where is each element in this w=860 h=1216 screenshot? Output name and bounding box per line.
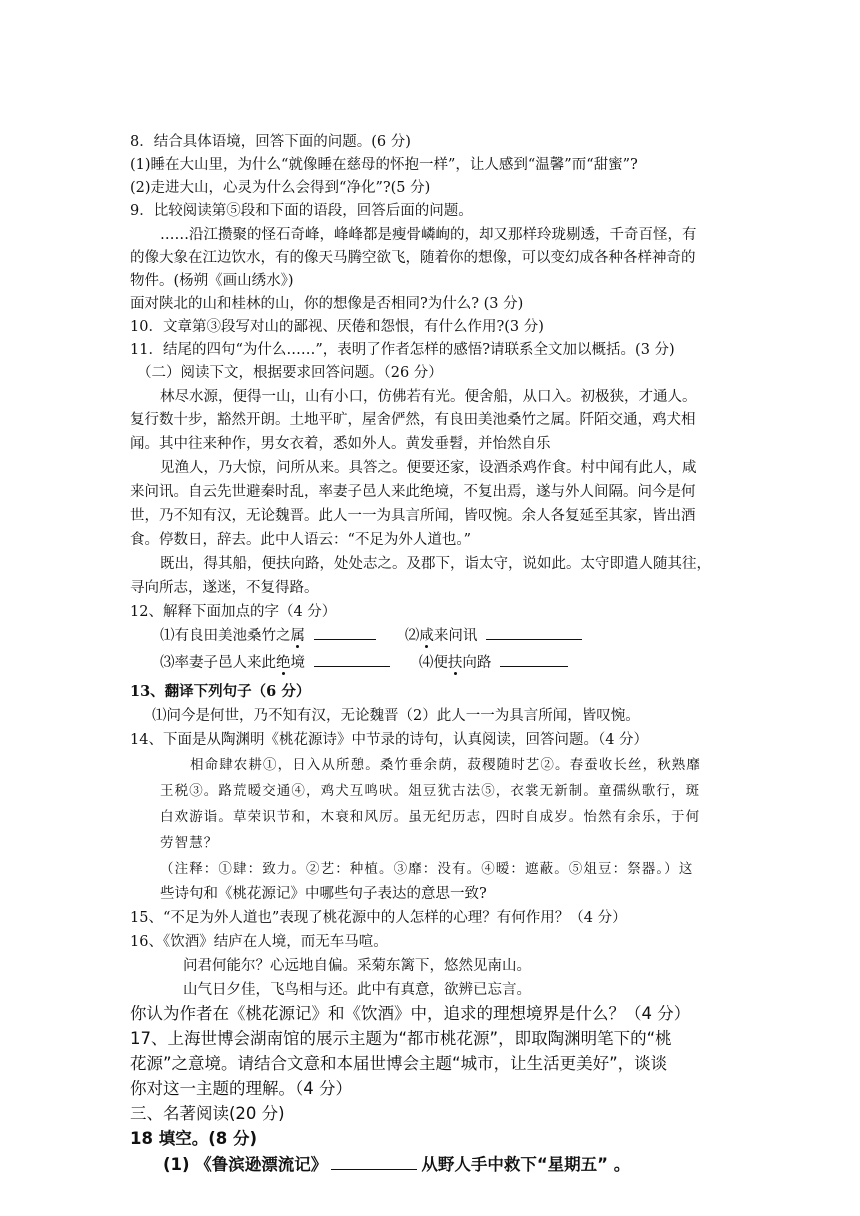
poem-line: 劳智慧？ (160, 835, 219, 851)
question-17: 17、上海世博会湖南馆的展示主题为“都市桃花源”，即取陶渊明笔下的“桃 (130, 1029, 672, 1048)
question-8-part-1: (1)睡在大山里，为什么“就像睡在慈母的怀抱一样”，让人感到“温馨”而“甜蜜”? (130, 157, 638, 173)
answer-blank[interactable] (331, 1153, 417, 1170)
passage-line: 的像大象在江边饮水，有的像天马腾空欲飞，随着你的想像，可以变幻成各种各样神奇的 (130, 250, 696, 266)
question-13: 13、翻译下列句子（6 分） (130, 683, 311, 700)
passage-line: 见渔人，乃大惊，问所从来。具答之。便要还家，设酒杀鸡作食。村中闻有此人，咸 (160, 460, 697, 476)
item-4-text: ⑷便 (418, 655, 448, 671)
annotation-line: （注释：①肆：致力。②艺：种植。③靡：没有。④暧：遮蔽。⑤俎豆：祭器。）这 (160, 861, 694, 877)
annotation-line: 些诗句和《桃花源记》中哪些句子表达的意思一致? (160, 886, 487, 902)
passage-line: 复行数十步，豁然开朗。土地平旷，屋舍俨然，有良田美池桑竹之属。阡陌交通，鸡犬相 (130, 412, 696, 428)
poem-line: 白欢游诣。草荣识节和，木衰和风厉。虽无纪历志，四时自成岁。怡然有余乐，于何 (160, 809, 701, 825)
answer-blank[interactable] (314, 652, 390, 667)
passage-line: 世，乃不知有汉，无论魏晋。此人一一为具言所闻，皆叹惋。余人各复延至其家，皆出酒 (130, 508, 696, 524)
section-3-heading: 三、名著阅读(20 分) (130, 1104, 285, 1123)
question-8-part-2: (2)走进大山，心灵为什么会得到“净化”?(5 分) (130, 180, 431, 196)
poem-line: 相命肆农耕①，日入从所憩。桑竹垂余荫，菽稷随时艺②。春蚕收长丝，秋熟靡 (190, 757, 701, 773)
answer-blank[interactable] (314, 625, 376, 640)
question-13-sentences: ⑴问今是何世，乃不知有汉，无论魏晋（2）此人一一为具言所闻，皆叹惋。 (152, 708, 640, 724)
answer-blank[interactable] (500, 652, 568, 667)
passage-line: 物件。(杨朔《画山绣水》) (130, 273, 294, 289)
passage-line: 来问讯。自云先世避秦时乱，率妻子邑人来此绝境，不复出焉，遂与外人间隔。问今是何 (130, 484, 696, 500)
poem-line: 王税③。路荒暧交通④，鸡犬互鸣吠。俎豆犹古法⑤，衣裳无新制。童孺纵歌行，斑 (160, 783, 701, 799)
question-12: 12、解释下面加点的字（4 分） (130, 604, 337, 620)
question-18: 18 填空。(8 分) (130, 1129, 258, 1148)
item-2-text: ⑵ (404, 628, 420, 644)
item-1-text: ⑴有良田美池桑竹之 (160, 628, 291, 644)
question-12-row-1: ⑴有良田美池桑竹之属 ⑵咸来问讯 (160, 625, 586, 647)
dotted-char: 绝 (276, 655, 291, 671)
dotted-char: 属 (290, 628, 305, 644)
section-2-heading: （二）阅读下文，根据要求回答问题。（26 分） (137, 365, 443, 381)
passage-line: 食。停数日，辞去。此中人语云：“不足为外人道也。” (130, 532, 472, 548)
question-17: 你对这一主题的理解。（4 分） (130, 1079, 352, 1098)
passage-line: 寻向所志，遂迷，不复得路。 (130, 580, 319, 596)
question-9: 9．比较阅读第⑤段和下面的语段，回答后面的问题。 (130, 203, 473, 219)
question-16-prompt: 你认为作者在《桃花源记》和《饮酒》中，追求的理想境界是什么？（4 分） (130, 1004, 691, 1023)
question-18-item-1: (1) 《鲁滨逊漂流记》 从野人手中救下“星期五” 。 (163, 1155, 631, 1174)
passage-line: 林尽水源，便得一山，山有小口，仿佛若有光。便舍船，从口入。初极狭，才通人。 (160, 389, 697, 405)
question-10: 10．文章第③段写对山的鄙视、厌倦和怨恨，有什么作用?(3 分) (130, 319, 544, 335)
question-9-prompt: 面对陕北的山和桂林的山，你的想像是否相同?为什么? (3 分) (130, 296, 524, 312)
answer-blank[interactable] (486, 625, 582, 640)
poem-line: 山气日夕佳，飞鸟相与还。此中有真意，欲辨已忘言。 (183, 982, 531, 998)
question-14: 14、下面是从陶渊明《桃花源诗》中节录的诗句，认真阅读，回答问题。（4 分） (130, 732, 649, 748)
passage-line: 闻。其中往来种作，男女衣着，悉如外人。黄发垂髫，并怡然自乐 (130, 436, 551, 452)
question-17: 花源”之意境。请结合文意和本届世博会主题“城市，让生活更美好”，谈谈 (130, 1054, 668, 1073)
dotted-char: 咸 (419, 628, 434, 644)
dotted-char: 扶 (447, 655, 463, 671)
poem-line: 问君何能尔？心远地自偏。采菊东篱下，悠然见南山。 (183, 958, 531, 974)
question-8: 8．结合具体语境，回答下面的问题。(6 分) (130, 134, 411, 150)
question-16: 16、《饮酒》结庐在人境，而无车马喧。 (130, 934, 388, 950)
question-15: 15、“不足为外人道也”表现了桃花源中的人怎样的心理？有何作用？（4 分） (130, 910, 627, 926)
question-12-row-2: ⑶率妻子邑人来此绝境 ⑷便扶向路 (160, 652, 572, 674)
item-3-text: ⑶率妻子邑人来此 (160, 655, 276, 671)
passage-line: 既出，得其船，便扶向路，处处志之。及郡下，诣太守，说如此。太守即遣人随其往， (160, 556, 711, 572)
question-11: 11．结尾的四句“为什么……”，表明了作者怎样的感悟?请联系全文加以概括。(3 分) (130, 342, 675, 358)
passage-line: ……沿江攒聚的怪石奇峰，峰峰都是瘦骨嶙峋的，却又那样玲珑剔透，千奇百怪，有 (160, 227, 697, 243)
